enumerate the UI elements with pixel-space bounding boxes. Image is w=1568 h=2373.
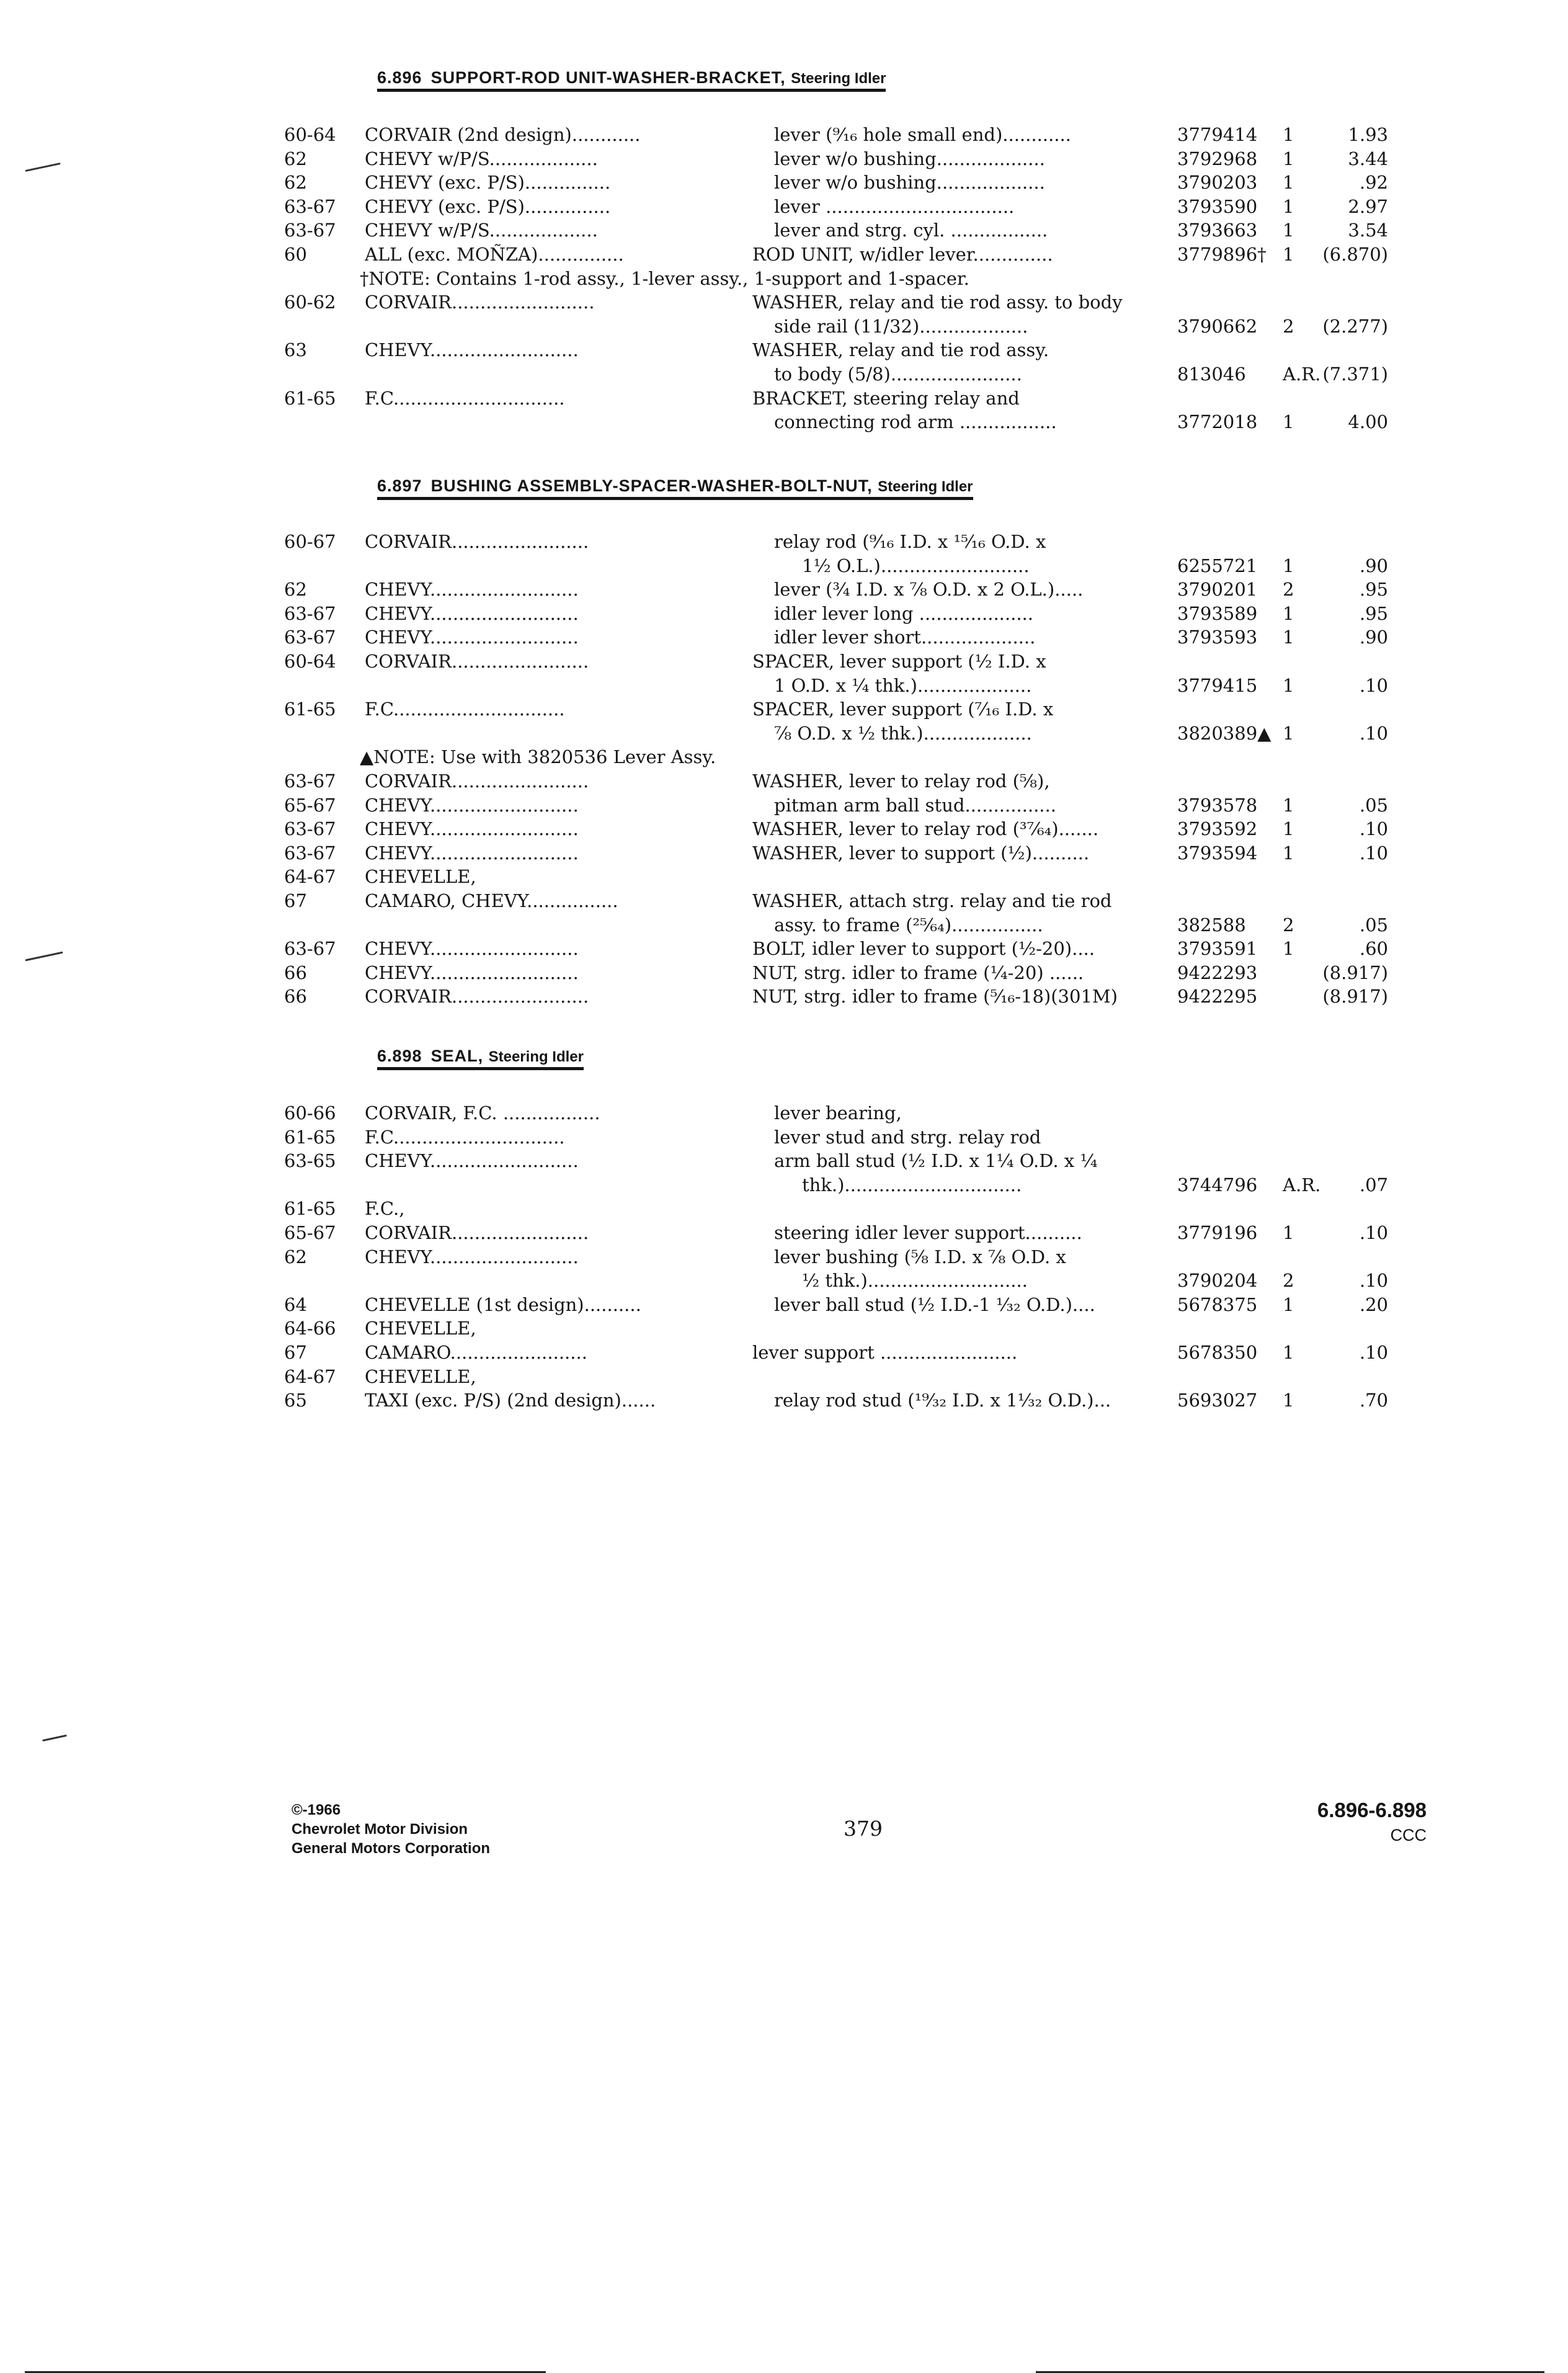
section-subtitle: Steering Idler [791,70,886,87]
part-number-cell: 382588 [1177,914,1246,936]
price-cell: (6.870) [1322,244,1388,265]
model-cell: F.C.............................. [365,387,565,409]
description-cell: lever ................................. [774,195,1015,217]
quantity-cell: 1 [1283,842,1294,864]
year-cell: 62 [284,579,307,601]
description-cell: idler lever short.................... [774,627,1036,648]
quantity-cell: A.R. [1283,364,1321,385]
part-number-cell: 3779415 [1177,674,1258,696]
footnote-row [284,745,1388,769]
quantity-cell: 1 [1283,555,1294,576]
table-row [284,578,1388,601]
price-cell: .60 [1359,938,1388,960]
description-cell: ROD UNIT, w/idler lever.............. [752,244,1053,265]
year-cell: 67 [284,1342,307,1363]
table-row [284,841,1388,865]
part-number-cell: 3790201 [1177,579,1258,601]
catalog-code: CCC [1390,1826,1427,1844]
description-cell: side rail (11/32)................... [774,315,1028,337]
table-row [284,697,1388,721]
table-row [284,889,1388,913]
price-cell: .20 [1359,1294,1388,1315]
table-row [284,554,1388,578]
publisher-line-1: Chevrolet Motor Division [292,1821,468,1838]
section-range: 6.896-6.898 [1317,1799,1427,1821]
year-cell: 66 [284,986,307,1008]
table-row [284,1173,1388,1197]
table-row [284,290,1388,314]
description-cell: lever ball stud (½ I.D.-1 ¹⁄₃₂ O.D.).... [774,1294,1095,1315]
part-number-cell: 3793663 [1177,220,1258,241]
section-title [377,68,886,92]
quantity-cell: 2 [1283,315,1294,337]
description-cell: ½ thk.)............................ [802,1270,1028,1292]
year-cell: 66 [284,962,307,983]
description-cell: SPACER, lever support (⁷⁄₁₆ I.D. x [752,699,1054,720]
price-cell: .10 [1359,842,1388,864]
quantity-cell: 1 [1283,938,1294,960]
part-number-cell: 3793589 [1177,602,1258,624]
table-row [284,171,1388,194]
price-cell: .70 [1359,1390,1388,1411]
model-cell: CORVAIR......................... [365,292,595,313]
table-row [284,530,1388,553]
model-cell: CORVAIR........................ [365,771,589,792]
table-row [284,315,1388,338]
part-number-cell: 3744796 [1177,1174,1258,1195]
description-cell: lever bearing, [774,1102,902,1124]
price-cell: .10 [1359,722,1388,744]
year-cell: 63-67 [284,627,336,648]
price-cell: .10 [1359,1270,1388,1292]
description-cell: thk.)............................... [802,1174,1022,1195]
table-row [284,985,1388,1008]
description-cell: BOLT, idler lever to support (½-20).... [752,938,1095,960]
part-number-cell: 3793594 [1177,842,1258,864]
year-cell: 67 [284,890,307,911]
part-number-cell: 9422295 [1177,986,1258,1008]
footer-publisher [292,1800,490,1858]
year-cell: 63 [284,339,307,361]
quantity-cell: 1 [1283,172,1294,194]
table-row [284,1388,1388,1412]
section-number: 6.896 [377,68,422,87]
description-cell: lever support ........................ [752,1342,1018,1363]
year-cell: 62 [284,1246,307,1267]
table-row [284,602,1388,625]
year-cell: 61-65 [284,1126,336,1148]
quantity-cell: 1 [1283,722,1294,744]
part-number-cell: 3772018 [1177,411,1258,433]
table-row [284,1316,1388,1340]
footnote-row [284,267,1388,290]
section-name: BUSHING ASSEMBLY-SPACER-WASHER-BOLT-NUT, [430,476,873,495]
description-cell: connecting rod arm ................. [774,411,1057,433]
price-cell: 3.44 [1348,148,1388,169]
description-cell: WASHER, lever to support (½).......... [752,842,1090,864]
table-row [284,817,1388,841]
description-cell: WASHER, attach strg. relay and tie rod [752,890,1112,911]
quantity-cell: 1 [1283,220,1294,241]
description-cell: NUT, strg. idler to frame (⁵⁄₁₆-18)(301M) [752,986,1118,1008]
description-cell: WASHER, relay and tie rod assy. [752,339,1049,361]
section-title [377,476,973,500]
table-row [284,338,1388,362]
model-cell: CHEVY.......................... [365,1150,579,1172]
quantity-cell: 1 [1283,124,1294,145]
table-row [284,1101,1388,1125]
price-cell: .95 [1359,602,1388,624]
price-cell: .95 [1359,579,1388,601]
model-cell: CHEVY.......................... [365,818,579,840]
part-number-cell: 3779196 [1177,1222,1258,1243]
model-cell: CHEVELLE, [365,866,476,888]
table-row [284,1269,1388,1292]
description-cell: arm ball stud (½ I.D. x 1¼ O.D. x ¼ [774,1150,1098,1172]
quantity-cell: 1 [1283,411,1294,433]
description-cell: SPACER, lever support (½ I.D. x [752,651,1046,672]
part-number-cell: 3779896† [1177,244,1267,265]
quantity-cell: 1 [1283,818,1294,840]
table-row [284,722,1388,745]
quantity-cell: 2 [1283,914,1294,936]
table-row [284,218,1388,242]
part-number-cell: 3793578 [1177,794,1258,816]
section-name: SEAL, [430,1047,484,1065]
year-cell: 60-64 [284,124,336,145]
quantity-cell: 2 [1283,1270,1294,1292]
year-cell: 61-65 [284,1198,336,1220]
margin-mark [25,163,60,172]
year-cell: 64-66 [284,1318,336,1339]
table-row [284,937,1388,960]
year-cell: 65-67 [284,1222,336,1243]
model-cell: CORVAIR, F.C. ................. [365,1102,600,1124]
quantity-cell: 1 [1283,602,1294,624]
part-number-cell: 3793590 [1177,195,1258,217]
year-cell: 64-67 [284,866,336,888]
year-cell: 62 [284,148,307,169]
description-cell: to body (5/8)....................... [774,364,1022,385]
table-row [284,1221,1388,1245]
model-cell: CHEVY.......................... [365,627,579,648]
quantity-cell: 1 [1283,1222,1294,1243]
year-cell: 65 [284,1390,307,1411]
description-cell: lever bushing (⅝ I.D. x ⅞ O.D. x [774,1246,1066,1267]
price-cell: .10 [1359,1222,1388,1243]
price-cell: .10 [1359,818,1388,840]
section-subtitle: Steering Idler [878,478,973,495]
description-cell: lever (⁹⁄₁₆ hole small end)............ [774,124,1071,145]
year-cell: 61-65 [284,699,336,720]
quantity-cell: 1 [1283,1390,1294,1411]
model-cell: CHEVY.......................... [365,938,579,960]
model-cell: TAXI (exc. P/S) (2nd design)...... [365,1390,656,1411]
table-row [284,387,1388,410]
price-cell: .05 [1359,794,1388,816]
description-cell: WASHER, lever to relay rod (⅝), [752,771,1050,792]
part-number-cell: 3820389▲ [1177,722,1272,744]
description-cell: WASHER, lever to relay rod (³⁷⁄₆₄)....... [752,818,1099,840]
year-cell: 64-67 [284,1365,336,1387]
model-cell: CHEVY w/P/S................... [365,220,598,241]
description-cell: lever and strg. cyl. ................. [774,220,1048,241]
description-cell: NUT, strg. idler to frame (¼-20) ...... [752,962,1084,983]
publisher-line-2: General Motors Corporation [292,1840,491,1857]
price-cell: .90 [1359,555,1388,576]
table-row [284,1245,1388,1269]
price-cell: .10 [1359,674,1388,696]
part-number-cell: 3792968 [1177,148,1258,169]
page-number: 379 [844,1817,883,1841]
quantity-cell: 1 [1283,1294,1294,1315]
price-cell: .10 [1359,1342,1388,1363]
description-cell: assy. to frame (²⁵⁄₆₄)................ [774,914,1043,936]
description-cell: steering idler lever support.......... [774,1222,1082,1243]
model-cell: CHEVELLE, [365,1365,476,1387]
price-cell: 2.97 [1348,195,1388,217]
year-cell: 63-67 [284,220,336,241]
copyright: ©-1966 [292,1802,341,1818]
model-cell: CHEVY w/P/S................... [365,148,598,169]
model-cell: CHEVY (exc. P/S)............... [365,172,611,194]
table-row [284,1125,1388,1149]
year-cell: 63-67 [284,818,336,840]
description-cell: 1 O.D. x ¼ thk.).................... [774,674,1032,696]
year-cell: 63-67 [284,195,336,217]
table-row [284,195,1388,218]
year-cell: 63-65 [284,1150,336,1172]
description-cell: 1½ O.L.).......................... [802,555,1030,576]
description-cell: lever stud and strg. relay rod [774,1126,1041,1148]
margin-mark [25,952,63,962]
table-row [284,625,1388,649]
model-cell: CORVAIR........................ [365,531,589,552]
year-cell: 60-67 [284,531,336,552]
model-cell: CORVAIR........................ [365,651,589,672]
year-cell: 60-64 [284,651,336,672]
model-cell: CORVAIR........................ [365,986,589,1008]
model-cell: CAMARO........................ [365,1342,587,1363]
model-cell: CHEVY.......................... [365,962,579,983]
part-number-cell: 9422293 [1177,962,1258,983]
description-cell: idler lever long .................... [774,602,1033,624]
model-cell: CORVAIR (2nd design)............ [365,124,641,145]
description-cell: lever w/o bushing................... [774,148,1045,169]
model-cell: CORVAIR........................ [365,1222,589,1243]
part-number-cell: 3793591 [1177,938,1258,960]
table-row [284,362,1388,386]
part-number-cell: 5678375 [1177,1294,1258,1315]
table-row [284,674,1388,697]
model-cell: CHEVY.......................... [365,579,579,601]
description-cell: pitman arm ball stud................ [774,794,1056,816]
table-row [284,1197,1388,1220]
table-row [284,123,1388,146]
model-cell: CAMARO, CHEVY................ [365,890,618,911]
year-cell: 60 [284,244,307,265]
description-cell: BRACKET, steering relay and [752,387,1020,409]
table-row [284,243,1388,266]
table-row [284,865,1388,888]
table-row [284,1365,1388,1388]
table-row [284,913,1388,937]
model-cell: CHEVELLE (1st design).......... [365,1294,641,1315]
year-cell: 60-66 [284,1102,336,1124]
section-name: SUPPORT-ROD UNIT-WASHER-BRACKET, [430,68,786,87]
part-number-cell: 3793592 [1177,818,1258,840]
price-cell: 1.93 [1348,124,1388,145]
quantity-cell: 1 [1283,794,1294,816]
section-number: 6.898 [377,1047,422,1065]
price-cell: 4.00 [1348,411,1388,433]
quantity-cell: 1 [1283,1342,1294,1363]
year-cell: 60-62 [284,292,336,313]
model-cell: F.C., [365,1198,405,1220]
description-cell: relay rod stud (¹⁹⁄₃₂ I.D. x 1¹⁄₃₂ O.D.)... [774,1390,1111,1411]
year-cell: 65-67 [284,794,336,816]
year-cell: 63-67 [284,602,336,624]
year-cell: 62 [284,172,307,194]
year-cell: 63-67 [284,938,336,960]
part-number-cell: 813046 [1177,364,1246,385]
table-row [284,1341,1388,1364]
price-cell: (8.917) [1322,986,1388,1008]
section-subtitle: Steering Idler [488,1048,584,1065]
model-cell: F.C.............................. [365,699,565,720]
quantity-cell: 2 [1283,579,1294,601]
table-row [284,961,1388,985]
price-cell: .90 [1359,627,1388,648]
quantity-cell: 1 [1283,195,1294,217]
part-number-cell: 3793593 [1177,627,1258,648]
table-row [284,769,1388,793]
price-cell: (2.277) [1322,315,1388,337]
model-cell: CHEVY (exc. P/S)............... [365,195,611,217]
description-cell: lever w/o bushing................... [774,172,1045,194]
table-row [284,650,1388,673]
part-number-cell: 3790204 [1177,1270,1258,1292]
part-number-cell: 3790662 [1177,315,1258,337]
table-row [284,410,1388,434]
section-number: 6.897 [377,476,422,495]
model-cell: CHEVY.......................... [365,339,579,361]
quantity-cell: A.R. [1283,1174,1321,1195]
year-cell: 63-67 [284,771,336,792]
quantity-cell: 1 [1283,674,1294,696]
table-row [284,793,1388,817]
footnote-text: ▲NOTE: Use with 3820536 Lever Assy. [360,746,716,768]
price-cell: .05 [1359,914,1388,936]
price-cell: .07 [1359,1174,1388,1195]
model-cell: CHEVY.......................... [365,1246,579,1267]
model-cell: ALL (exc. MOÑZA)............... [365,244,624,265]
quantity-cell: 1 [1283,627,1294,648]
description-cell: ⅞ O.D. x ½ thk.)................... [774,722,1032,744]
description-cell: lever (¾ I.D. x ⅞ O.D. x 2 O.L.)..... [774,579,1084,601]
price-cell: 3.54 [1348,220,1388,241]
price-cell: (8.917) [1322,962,1388,983]
quantity-cell: 1 [1283,244,1294,265]
footnote-text: †NOTE: Contains 1-rod assy., 1-lever assy., 1-support and 1-spacer. [360,267,969,289]
table-row [284,1293,1388,1316]
part-number-cell: 5678350 [1177,1342,1258,1363]
table-row [284,147,1388,171]
model-cell: CHEVY.......................... [365,794,579,816]
year-cell: 64 [284,1294,307,1315]
section-title [377,1047,584,1070]
part-number-cell: 6255721 [1177,555,1258,576]
part-number-cell: 3790203 [1177,172,1258,194]
table-row [284,1149,1388,1173]
year-cell: 63-67 [284,842,336,864]
price-cell: .92 [1359,172,1388,194]
price-cell: (7.371) [1322,364,1388,385]
description-cell: relay rod (⁹⁄₁₆ I.D. x ¹⁵⁄₁₆ O.D. x [774,531,1046,552]
model-cell: CHEVELLE, [365,1318,476,1339]
model-cell: CHEVY.......................... [365,602,579,624]
footer-section-range [1317,1797,1427,1846]
description-cell: WASHER, relay and tie rod assy. to body [752,292,1123,313]
margin-mark [42,1735,67,1741]
model-cell: F.C.............................. [365,1126,565,1148]
model-cell: CHEVY.......................... [365,842,579,864]
quantity-cell: 1 [1283,148,1294,169]
part-number-cell: 3779414 [1177,124,1258,145]
part-number-cell: 5693027 [1177,1390,1258,1411]
year-cell: 61-65 [284,387,336,409]
